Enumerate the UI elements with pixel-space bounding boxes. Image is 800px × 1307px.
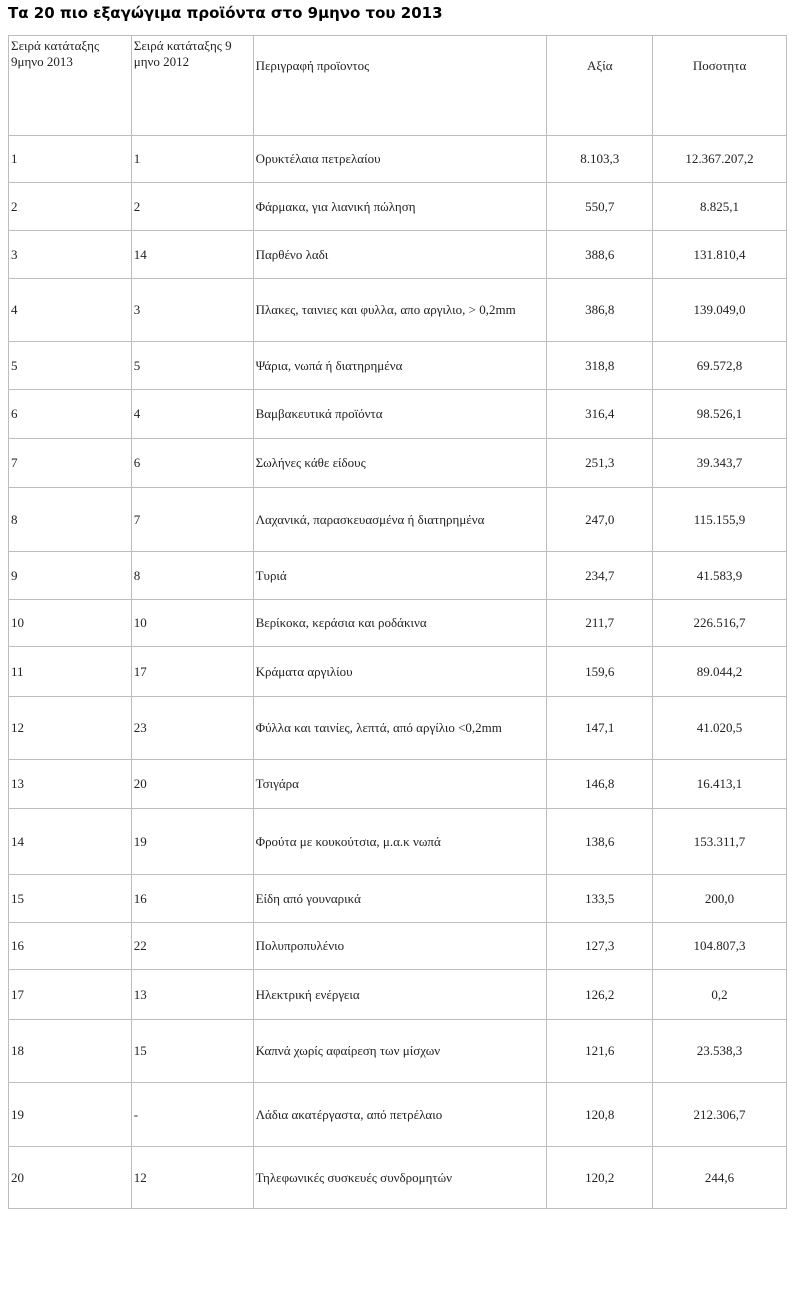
cell-value: 127,3	[547, 923, 653, 970]
cell-description: Παρθένο λαδι	[253, 231, 547, 279]
cell-value: 251,3	[547, 439, 653, 488]
table-row	[9, 1147, 787, 1209]
cell-value: 247,0	[547, 488, 653, 552]
cell-description: Φάρμακα, για λιανική πώληση	[253, 183, 547, 231]
cell-value: 386,8	[547, 279, 653, 342]
cell-value: 147,1	[547, 697, 653, 760]
cell-description: Είδη από γουναρικά	[253, 875, 547, 923]
cell-rank-2013: 11	[9, 647, 132, 697]
table-row	[9, 600, 787, 647]
cell-rank-2012: 23	[131, 697, 253, 760]
cell-value: 138,6	[547, 809, 653, 875]
cell-value: 318,8	[547, 342, 653, 390]
cell-value: 211,7	[547, 600, 653, 647]
cell-quantity: 212.306,7	[653, 1083, 787, 1147]
cell-value: 159,6	[547, 647, 653, 697]
cell-rank-2013: 2	[9, 183, 132, 231]
cell-rank-2012: 12	[131, 1147, 253, 1209]
cell-description: Πλακες, ταινιες και φυλλα, απο αργιλιο, > 0,2mm	[253, 279, 547, 342]
cell-value: 388,6	[547, 231, 653, 279]
cell-rank-2013: 7	[9, 439, 132, 488]
cell-quantity: 12.367.207,2	[653, 136, 787, 183]
cell-rank-2012: 17	[131, 647, 253, 697]
table-row	[9, 552, 787, 600]
cell-rank-2013: 1	[9, 136, 132, 183]
cell-value: 8.103,3	[547, 136, 653, 183]
cell-rank-2013: 16	[9, 923, 132, 970]
header-quantity: Ποσοτητα	[653, 36, 787, 136]
cell-description: Φύλλα και ταινίες, λεπτά, από αργίλιο <0,2mm	[253, 697, 547, 760]
table-row	[9, 1020, 787, 1083]
cell-rank-2013: 3	[9, 231, 132, 279]
cell-rank-2013: 13	[9, 760, 132, 809]
cell-rank-2012: 8	[131, 552, 253, 600]
table-row	[9, 875, 787, 923]
table-row	[9, 390, 787, 439]
cell-rank-2013: 18	[9, 1020, 132, 1083]
cell-rank-2013: 14	[9, 809, 132, 875]
table-row	[9, 342, 787, 390]
cell-description: Τσιγάρα	[253, 760, 547, 809]
table-row	[9, 970, 787, 1020]
cell-quantity: 8.825,1	[653, 183, 787, 231]
cell-description: Ορυκτέλαια πετρελαίου	[253, 136, 547, 183]
cell-rank-2012: 1	[131, 136, 253, 183]
cell-rank-2012: 19	[131, 809, 253, 875]
cell-quantity: 89.044,2	[653, 647, 787, 697]
cell-rank-2012: 4	[131, 390, 253, 439]
cell-quantity: 0,2	[653, 970, 787, 1020]
table-row	[9, 439, 787, 488]
cell-description: Φρούτα με κουκούτσια, μ.α.κ νωπά	[253, 809, 547, 875]
cell-description: Τυριά	[253, 552, 547, 600]
table-row	[9, 809, 787, 875]
cell-description: Καπνά χωρίς αφαίρεση των μίσχων	[253, 1020, 547, 1083]
cell-quantity: 98.526,1	[653, 390, 787, 439]
cell-quantity: 16.413,1	[653, 760, 787, 809]
cell-description: Βερίκοκα, κεράσια και ροδάκινα	[253, 600, 547, 647]
cell-rank-2013: 15	[9, 875, 132, 923]
table-row	[9, 183, 787, 231]
header-rank-2013: Σειρά κατάταξης 9μηνο 2013	[9, 36, 132, 136]
cell-description: Λαχανικά, παρασκευασμένα ή διατηρημένα	[253, 488, 547, 552]
cell-value: 120,8	[547, 1083, 653, 1147]
cell-rank-2012: -	[131, 1083, 253, 1147]
cell-rank-2013: 8	[9, 488, 132, 552]
cell-value: 234,7	[547, 552, 653, 600]
cell-rank-2013: 9	[9, 552, 132, 600]
cell-quantity: 226.516,7	[653, 600, 787, 647]
cell-rank-2012: 20	[131, 760, 253, 809]
cell-rank-2013: 10	[9, 600, 132, 647]
cell-quantity: 115.155,9	[653, 488, 787, 552]
cell-rank-2013: 17	[9, 970, 132, 1020]
header-value: Αξία	[547, 36, 653, 136]
table-row	[9, 923, 787, 970]
cell-rank-2012: 7	[131, 488, 253, 552]
header-rank-2012: Σειρά κατάταξης 9 μηνο 2012	[131, 36, 253, 136]
cell-rank-2012: 6	[131, 439, 253, 488]
cell-rank-2012: 22	[131, 923, 253, 970]
table-header	[9, 36, 787, 136]
table-row	[9, 647, 787, 697]
cell-quantity: 244,6	[653, 1147, 787, 1209]
table-row	[9, 697, 787, 760]
cell-description: Ηλεκτρική ενέργεια	[253, 970, 547, 1020]
cell-description: Κράματα αργιλίου	[253, 647, 547, 697]
table-body	[9, 136, 787, 1209]
cell-rank-2012: 13	[131, 970, 253, 1020]
cell-description: Βαμβακευτικά προϊόντα	[253, 390, 547, 439]
cell-rank-2013: 6	[9, 390, 132, 439]
cell-rank-2013: 12	[9, 697, 132, 760]
cell-description: Τηλεφωνικές συσκευές συνδρομητών	[253, 1147, 547, 1209]
table-row	[9, 231, 787, 279]
table-row	[9, 488, 787, 552]
cell-rank-2012: 16	[131, 875, 253, 923]
cell-quantity: 200,0	[653, 875, 787, 923]
cell-quantity: 139.049,0	[653, 279, 787, 342]
cell-rank-2012: 14	[131, 231, 253, 279]
cell-rank-2013: 4	[9, 279, 132, 342]
cell-quantity: 23.538,3	[653, 1020, 787, 1083]
table-row	[9, 279, 787, 342]
cell-quantity: 41.583,9	[653, 552, 787, 600]
cell-quantity: 69.572,8	[653, 342, 787, 390]
header-row	[9, 36, 787, 136]
cell-quantity: 41.020,5	[653, 697, 787, 760]
cell-rank-2012: 5	[131, 342, 253, 390]
cell-value: 146,8	[547, 760, 653, 809]
cell-quantity: 131.810,4	[653, 231, 787, 279]
cell-value: 121,6	[547, 1020, 653, 1083]
table-row	[9, 1083, 787, 1147]
cell-description: Ψάρια, νωπά ή διατηρημένα	[253, 342, 547, 390]
cell-rank-2012: 3	[131, 279, 253, 342]
cell-rank-2012: 2	[131, 183, 253, 231]
cell-value: 316,4	[547, 390, 653, 439]
page-title: Τα 20 πιο εξαγώγιμα προϊόντα στο 9μηνο του 2013	[8, 4, 443, 22]
cell-value: 550,7	[547, 183, 653, 231]
cell-rank-2012: 15	[131, 1020, 253, 1083]
table-row	[9, 760, 787, 809]
table-row	[9, 136, 787, 183]
cell-description: Πολυπροπυλένιο	[253, 923, 547, 970]
cell-value: 133,5	[547, 875, 653, 923]
cell-rank-2013: 20	[9, 1147, 132, 1209]
cell-rank-2013: 19	[9, 1083, 132, 1147]
cell-value: 126,2	[547, 970, 653, 1020]
exports-table	[8, 35, 787, 1209]
header-description: Περιγραφή προϊοντος	[253, 36, 547, 136]
cell-quantity: 153.311,7	[653, 809, 787, 875]
cell-rank-2013: 5	[9, 342, 132, 390]
cell-quantity: 104.807,3	[653, 923, 787, 970]
cell-description: Λάδια ακατέργαστα, από πετρέλαιο	[253, 1083, 547, 1147]
cell-description: Σωλήνες κάθε είδους	[253, 439, 547, 488]
cell-value: 120,2	[547, 1147, 653, 1209]
cell-rank-2012: 10	[131, 600, 253, 647]
cell-quantity: 39.343,7	[653, 439, 787, 488]
